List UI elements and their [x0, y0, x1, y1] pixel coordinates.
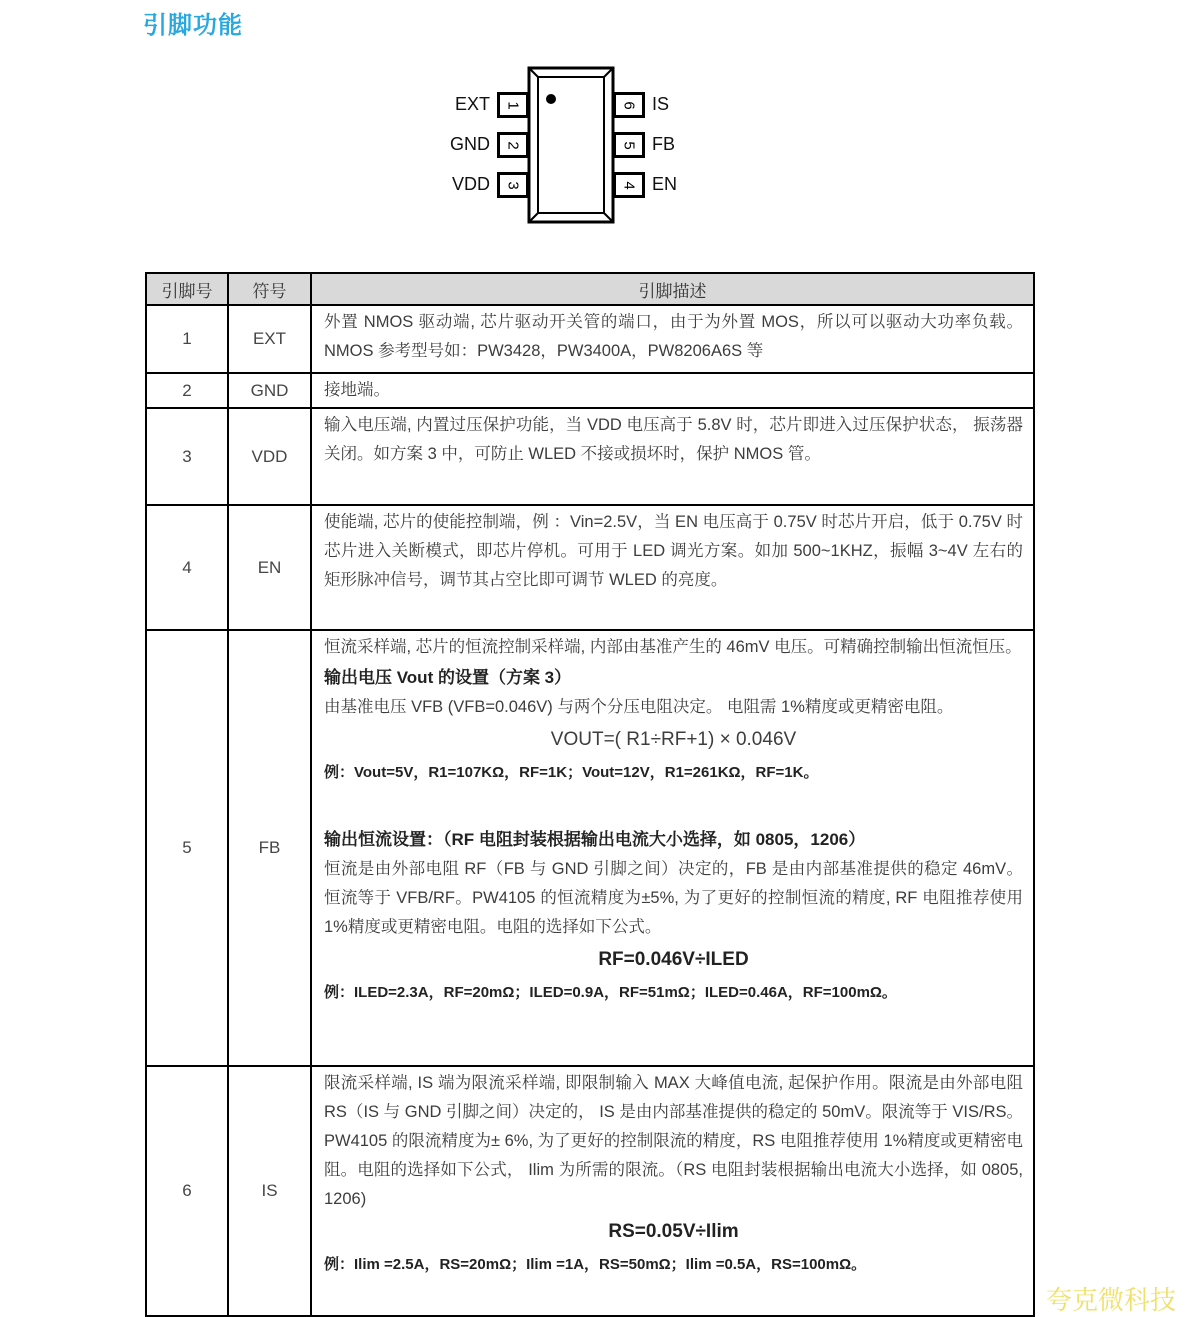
table-row	[146, 1066, 1034, 1316]
pin-description-cell	[311, 305, 1034, 373]
col-header-symbol: 符号	[228, 273, 311, 305]
pin-description-cell	[311, 408, 1034, 505]
pin-number-cell: 5	[146, 630, 228, 1066]
pin-label-en: EN	[652, 174, 678, 194]
pin-label-is: IS	[652, 94, 670, 114]
pin-table-body	[146, 305, 1034, 1316]
pin-description-cell	[311, 630, 1034, 1066]
description-block: 由基准电压 VFB (VFB=0.046V) 与两个分压电阻决定。 电阻需 1%精度或更精密电阻。	[324, 698, 954, 716]
pin-number-1: 1	[504, 100, 522, 110]
page-title: 引脚功能	[143, 12, 243, 39]
description-block: 例：ILED=2.3A，RF=20mΩ；ILED=0.9A，RF=51mΩ；ILED=0.46A，RF=100mΩ。	[324, 984, 897, 1001]
pin-symbol-cell: EN	[228, 505, 311, 630]
description-block: 输出恒流设置：（RF 电阻封装根据输出电流大小选择，如 0805，1206）	[324, 830, 866, 849]
description-block: 恒流采样端, 芯片的恒流控制采样端, 内部由基准产生的 46mV 电压。可精确控制输出恒流恒压。	[324, 638, 1022, 656]
table-row	[146, 505, 1034, 630]
description-block: RS=0.05V÷Ilim	[608, 1221, 739, 1242]
pin-symbol-cell: IS	[228, 1066, 311, 1316]
pin-symbol-cell: GND	[228, 373, 311, 408]
pin-box-1	[497, 92, 529, 118]
pin-box-3	[497, 172, 529, 198]
chip-package-icon	[527, 66, 615, 224]
pin-number-cell: 4	[146, 505, 228, 630]
pin-number-3: 3	[504, 180, 522, 190]
description-block: 接地端。	[324, 381, 390, 399]
description-block: 输入电压端, 内置过压保护功能，当 VDD 电压高于 5.8V 时，芯片即进入过压保护状态， 振荡器关闭。如方案 3 中，可防止 WLED 不接或损坏时，保护 NMOS 管。	[324, 416, 1023, 463]
description-block: 恒流是由外部电阻 RF（FB 与 GND 引脚之间）决定的，FB 是由内部基准提供的稳定 46mV。恒流等于 VFB/RF。PW4105 的恒流精度为±5%, 为了更好的控制恒流的精度, RF 电阻推荐使用 1%精度或更精密电阻。电阻的选择如下公式。	[324, 860, 1023, 936]
description-block: 输出电压 Vout 的设置（方案 3）	[324, 668, 572, 687]
pin-symbol-cell: EXT	[228, 305, 311, 373]
pin-number-cell: 2	[146, 373, 228, 408]
pin-number-cell: 1	[146, 305, 228, 373]
pin-symbol-cell: FB	[228, 630, 311, 1066]
pin-box-6	[613, 92, 645, 118]
watermark: 夸克微科技	[1046, 1285, 1177, 1315]
description-block	[324, 788, 1023, 824]
col-header-description: 引脚描述	[311, 273, 1034, 305]
description-block: 例：Vout=5V，R1=107KΩ，RF=1K；Vout=12V，R1=261KΩ，RF=1K。	[324, 764, 819, 781]
table-row	[146, 305, 1034, 373]
table-header-row	[146, 273, 1034, 305]
pin-number-6: 6	[620, 100, 638, 110]
table-row	[146, 408, 1034, 505]
pin-function-table	[145, 272, 1035, 1317]
pin-description-cell	[311, 1066, 1034, 1316]
pin-label-vdd: VDD	[451, 174, 490, 194]
pin-label-gnd: GND	[450, 134, 490, 154]
pin-number-4: 4	[620, 180, 638, 190]
pin-box-5	[613, 132, 645, 158]
pin-box-4	[613, 172, 645, 198]
description-block: 使能端, 芯片的使能控制端，例 ：Vin=2.5V，当 EN 电压高于 0.75V 时芯片开启，低于 0.75V 时芯片进入关断模式，即芯片停机。可用于 LED 调光方案。如加 500~1KHZ，振幅 3~4V 左右的矩形脉冲信号，调节其占空比即可调节 WLED 的亮度。	[324, 513, 1023, 589]
pin-symbol-cell: VDD	[228, 408, 311, 505]
table-row	[146, 373, 1034, 408]
description-block: RF=0.046V÷ILED	[598, 949, 749, 970]
pin-description-cell	[311, 373, 1034, 408]
pin1-dot-icon	[546, 94, 556, 104]
description-block: 例：Ilim =2.5A，RS=20mΩ；Ilim =1A，RS=50mΩ；Ilim =0.5A，RS=100mΩ。	[324, 1256, 867, 1273]
pin-diagram	[440, 58, 760, 238]
pin-label-fb: FB	[652, 134, 676, 154]
description-block: 限流采样端, IS 端为限流采样端, 即限制输入 MAX 大峰值电流, 起保护作用。限流是由外部电阻 RS（IS 与 GND 引脚之间）决定的， IS 是由内部基准提供的稳定的 50mV。限流等于 VIS/RS。PW4105 的限流精度为± 6%, 为了更好的控制限流的精度，RS 电阻推荐使用 1%精度或更精密电阻。电阻的选择如下公式， Ilim 为所需的限流。（RS 电阻封装根据输出电流大小选择，如 0805, 1206)	[324, 1074, 1023, 1208]
description-block: VOUT=( R1÷RF+1) × 0.046V	[550, 729, 797, 750]
description-block: 外置 NMOS 驱动端, 芯片驱动开关管的端口，由于为外置 MOS，所以可以驱动大功率负载。NMOS 参考型号如：PW3428，PW3400A，PW8206A6S 等	[324, 313, 1023, 360]
pin-number-cell: 6	[146, 1066, 228, 1316]
pin-description-cell	[311, 505, 1034, 630]
pin-number-cell: 3	[146, 408, 228, 505]
table-row	[146, 630, 1034, 1066]
pin-number-5: 5	[620, 140, 638, 150]
col-header-pin-number: 引脚号	[146, 273, 228, 305]
pin-box-2	[497, 132, 529, 158]
pin-number-2: 2	[504, 140, 522, 150]
pin-label-ext: EXT	[454, 94, 490, 114]
